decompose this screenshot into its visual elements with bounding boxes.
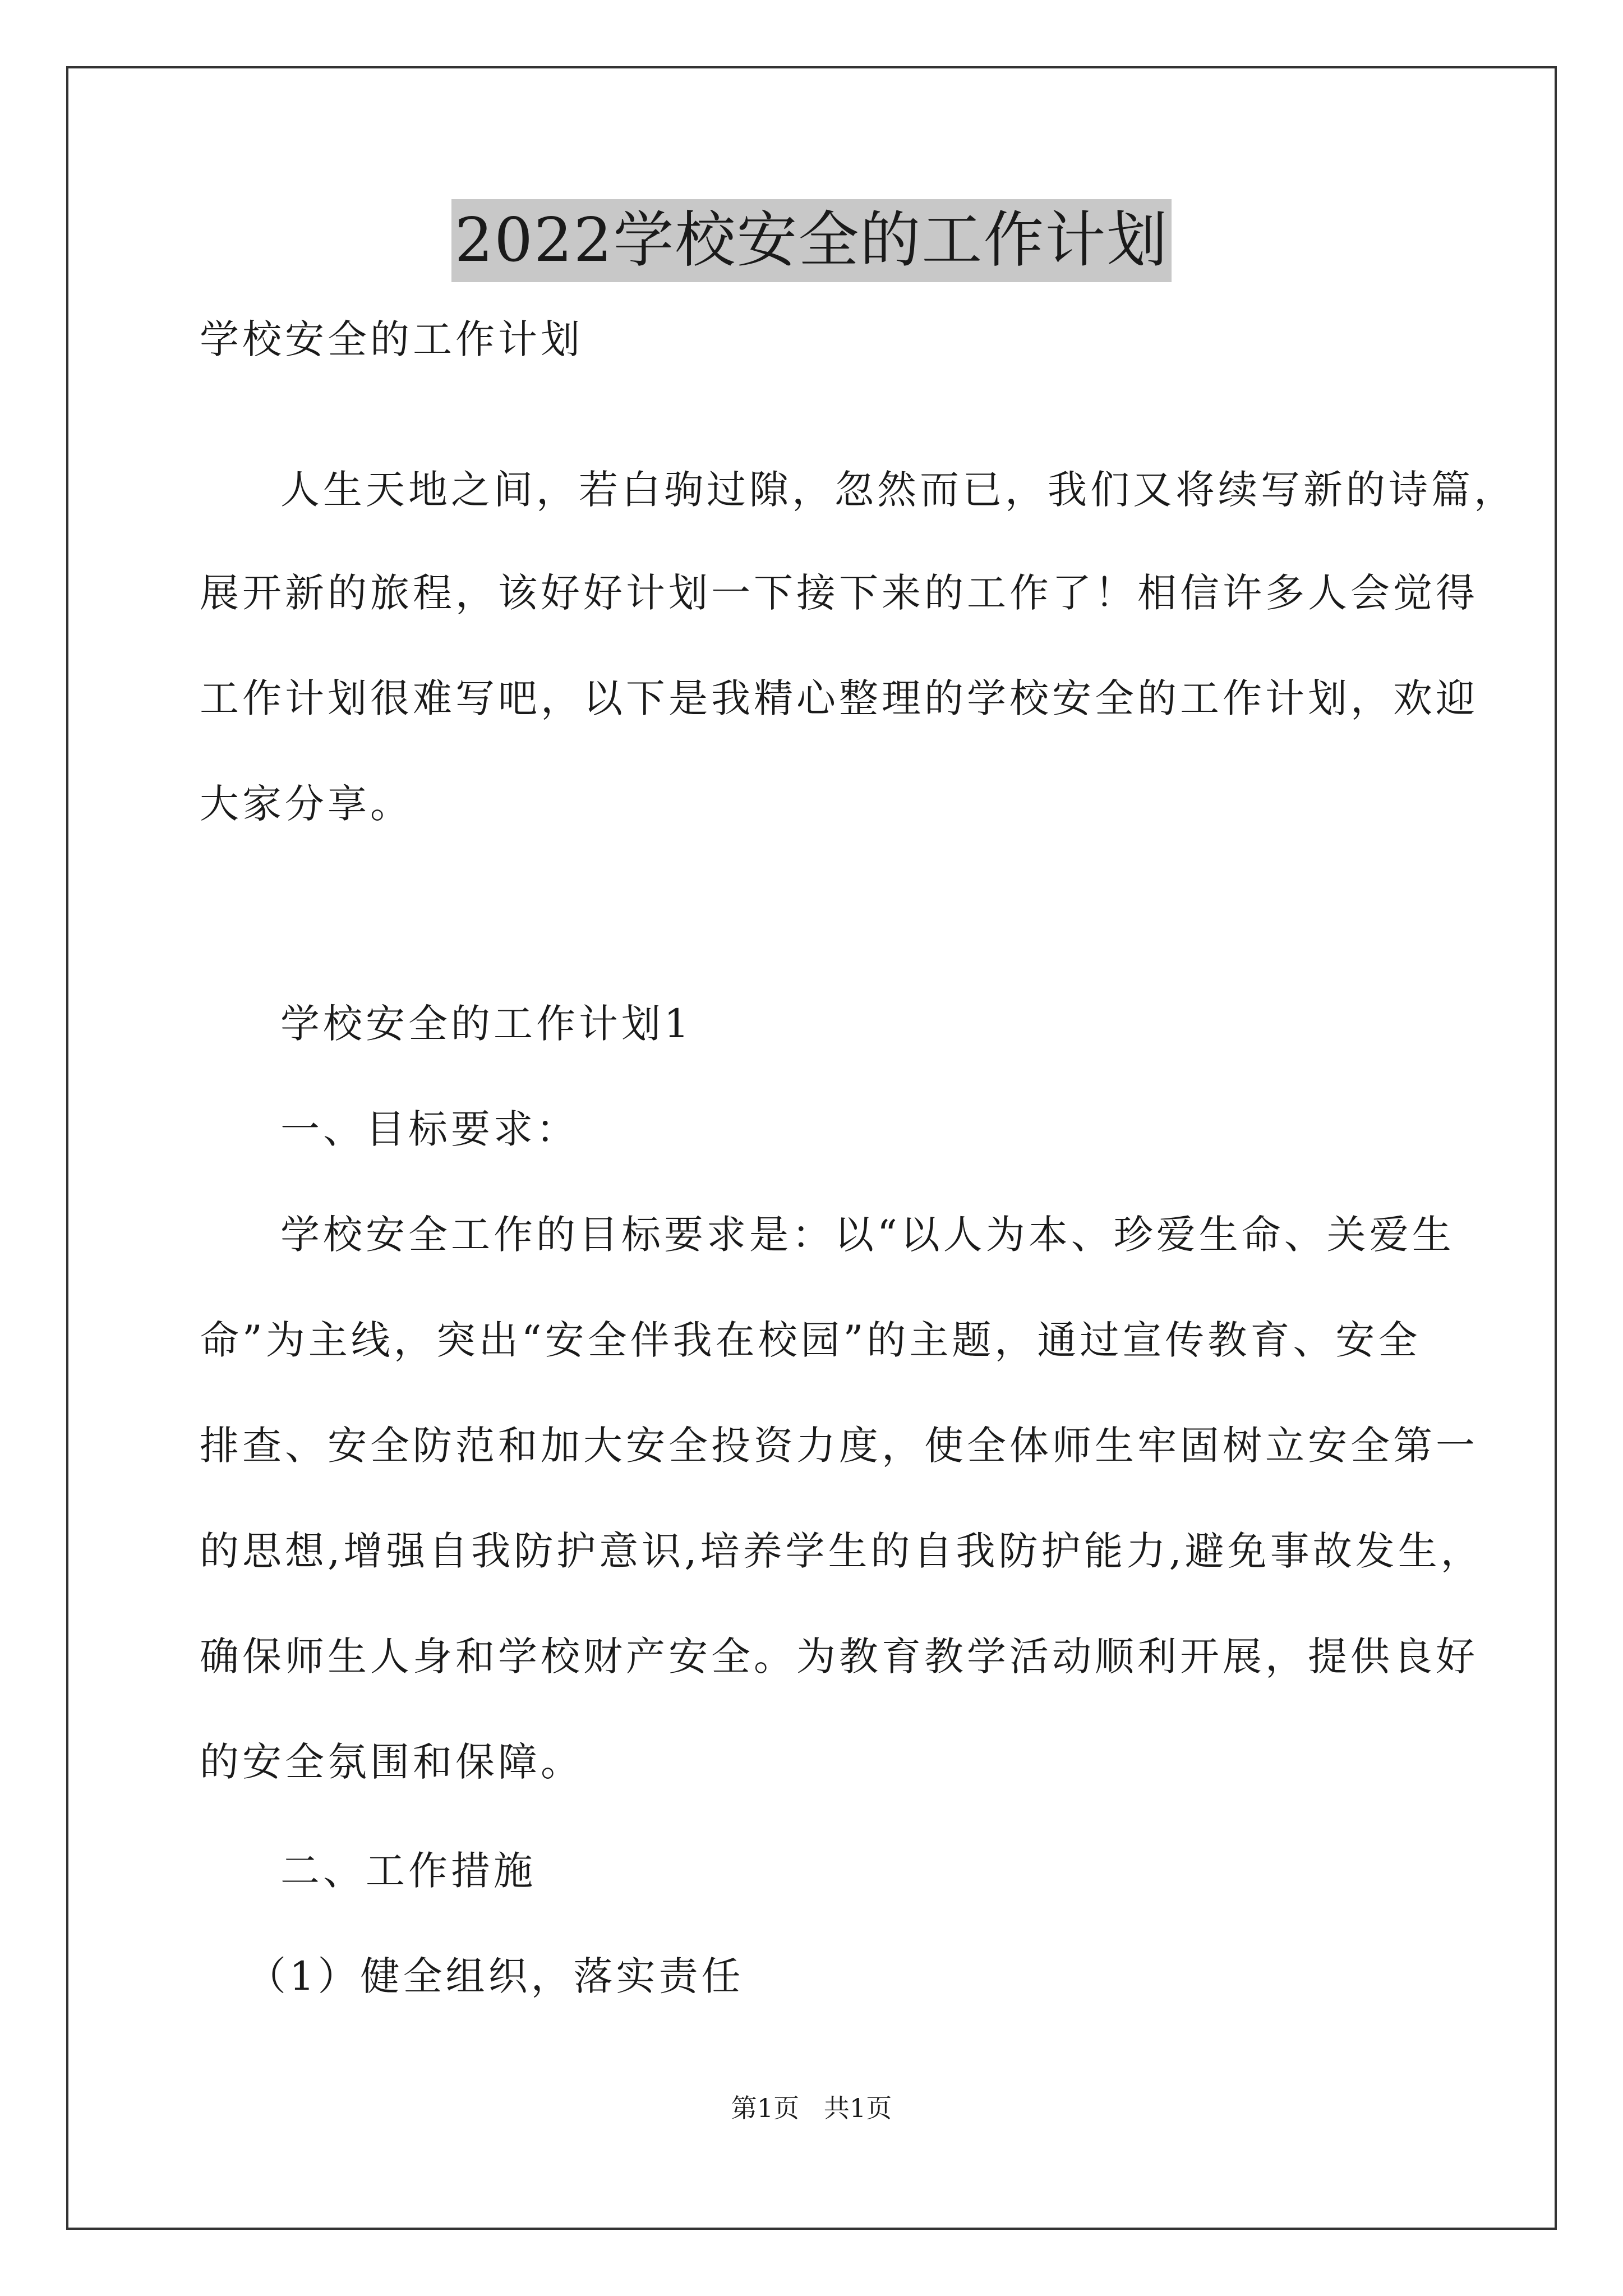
goal-line: 排查、安全防范和加大安全投资力度，使全体师生牢固树立安全第一: [200, 1423, 1478, 1469]
goal-line: 的安全氛围和保障。: [200, 1739, 583, 1785]
intro-line: 大家分享。: [200, 781, 413, 827]
heading-goals: 一、目标要求：: [280, 1106, 579, 1152]
sub-heading: （1）健全组织，落实责任: [247, 1953, 744, 1999]
intro-line: 人生天地之间，若白驹过隙，忽然而已，我们又将续写新的诗篇，: [280, 467, 1516, 513]
goal-line: 命”为主线，突出“安全伴我在校园”的主题，通过宣传教育、安全: [200, 1317, 1421, 1363]
document-title: 2022学校安全的工作计划: [451, 199, 1172, 282]
intro-line: 工作计划很难写吧，以下是我精心整理的学校安全的工作计划，欢迎: [200, 675, 1478, 721]
goal-line: 确保师生人身和学校财产安全。为教育教学活动顺利开展，提供良好: [200, 1634, 1478, 1680]
goal-line: 学校安全工作的目标要求是：以“以人为本、珍爱生命、关爱生: [280, 1212, 1455, 1258]
goal-line: 的思想,增强自我防护意识,培养学生的自我防护能力,避免事故发生，: [200, 1528, 1483, 1574]
document-subtitle: 学校安全的工作计划: [200, 316, 583, 362]
title-container: [0, 199, 1623, 282]
page-footer: 第1页 共1页: [731, 2093, 892, 2123]
intro-line: 展开新的旅程，该好好计划一下接下来的工作了！相信许多人会觉得: [200, 570, 1478, 616]
section-title: 学校安全的工作计划1: [280, 1001, 693, 1047]
heading-measures: 二、工作措施: [280, 1848, 536, 1894]
